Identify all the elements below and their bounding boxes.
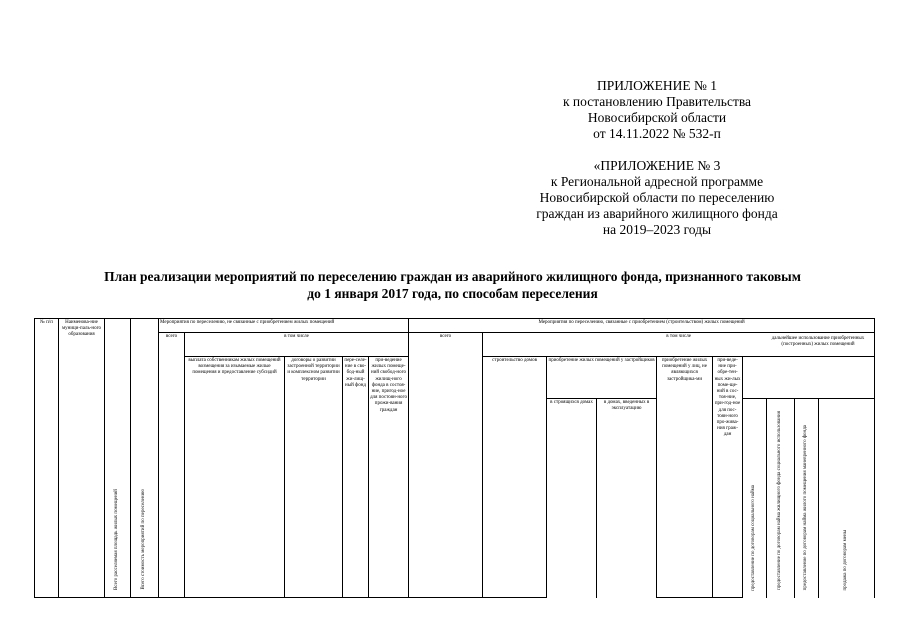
b-social-header: предоставление по договорам социального найма	[743, 399, 767, 598]
b-total-header: всего	[409, 333, 483, 598]
b-not-developers-header: приобретение жилых помещений у лиц, не являющихся застройщика-ми	[657, 357, 713, 598]
col-no-header: № п/п	[35, 319, 59, 598]
header-line: от 14.11.2022 № 532-п	[593, 126, 721, 141]
header-line: на 2019–2023 годы	[602, 222, 712, 237]
b-under-construction-header: в строящихся домах	[547, 399, 597, 598]
b-developers-header: приобретение жилых помещений у застройщиков	[547, 357, 657, 399]
header-line: Новосибирской области	[587, 110, 727, 125]
b-commissioned-header: в домах, введенных в эксплуатацию	[597, 399, 657, 598]
b-further-use-header	[743, 357, 875, 399]
a-development-header: договоры о развитии застроенной территории и комплексном развитии территории	[285, 357, 343, 598]
header-line: к Региональной адресной программе	[550, 174, 764, 189]
plan-table	[34, 318, 875, 598]
document-title	[0, 268, 905, 302]
b-further-use-label: дальнейшее использование приобретенных (построенных) жилых помещений	[771, 336, 865, 348]
col-total-area-header: Всего расселяемая площадь жилых помещений	[105, 319, 131, 598]
title-line: План реализации мероприятий по переселению граждан из аварийного жилищного фонда, признанного таковым	[104, 269, 801, 284]
group-b-header: Мероприятия по переселению, связанные с приобретением (строительством) жилых помещений	[409, 319, 875, 333]
header-line: граждан из аварийного жилищного фонда	[536, 206, 778, 221]
title-line: до 1 января 2017 года, по способам переселения	[307, 286, 598, 301]
a-relocation-header: пере-селе-ние в сво-бод-ный жи-лищ-ный фонд	[343, 357, 369, 598]
a-including-header: в том числе	[185, 333, 409, 357]
b-sale-header: продажа по договорам мены	[819, 399, 875, 598]
header-block	[497, 78, 817, 238]
header-line: к постановлению Правительства	[562, 94, 752, 109]
b-reseating-header: при-веде-ние при-обре-тен-ных жи-лых поме-ще-ний в сос-тоя-ние, при-год-ное для пос-тоян-ного про-жива-ния граж-дан	[713, 357, 743, 598]
col-total-cost-header: Всего стоимость мероприятий по переселению	[131, 319, 159, 598]
header-line: «ПРИЛОЖЕНИЕ № 3	[593, 158, 721, 173]
b-including-header: в том числе	[483, 333, 875, 357]
header-line: ПРИЛОЖЕНИЕ № 1	[596, 78, 718, 93]
a-reseating-header: при-ведение жилых помеще-ний свобод-ного жилищ-ного фонда в состоя-ние, пригод-ное для постоян-ного прожи-вания граждан	[369, 357, 409, 598]
b-construction-header: строительство домов	[483, 357, 547, 598]
b-maneuver-header: предоставление по договорам найма жилого помещения маневренного фонда	[795, 399, 819, 598]
group-a-header: Мероприятия по переселению, не связанные с приобретением жилых помещений	[159, 319, 409, 333]
b-commercial-social-header: предоставление по договорам найма жилищного фонда социального использования	[767, 399, 795, 598]
col-name-header: Наименова-ние муници-паль-ного образования	[59, 319, 105, 598]
a-compensation-header: выплата собственникам жилых помещений возмещения за изымаемые жилые помещения и предоставление субсидий	[185, 357, 285, 598]
header-line: Новосибирской области по переселению	[539, 190, 775, 205]
a-total-header: всего	[159, 333, 185, 598]
